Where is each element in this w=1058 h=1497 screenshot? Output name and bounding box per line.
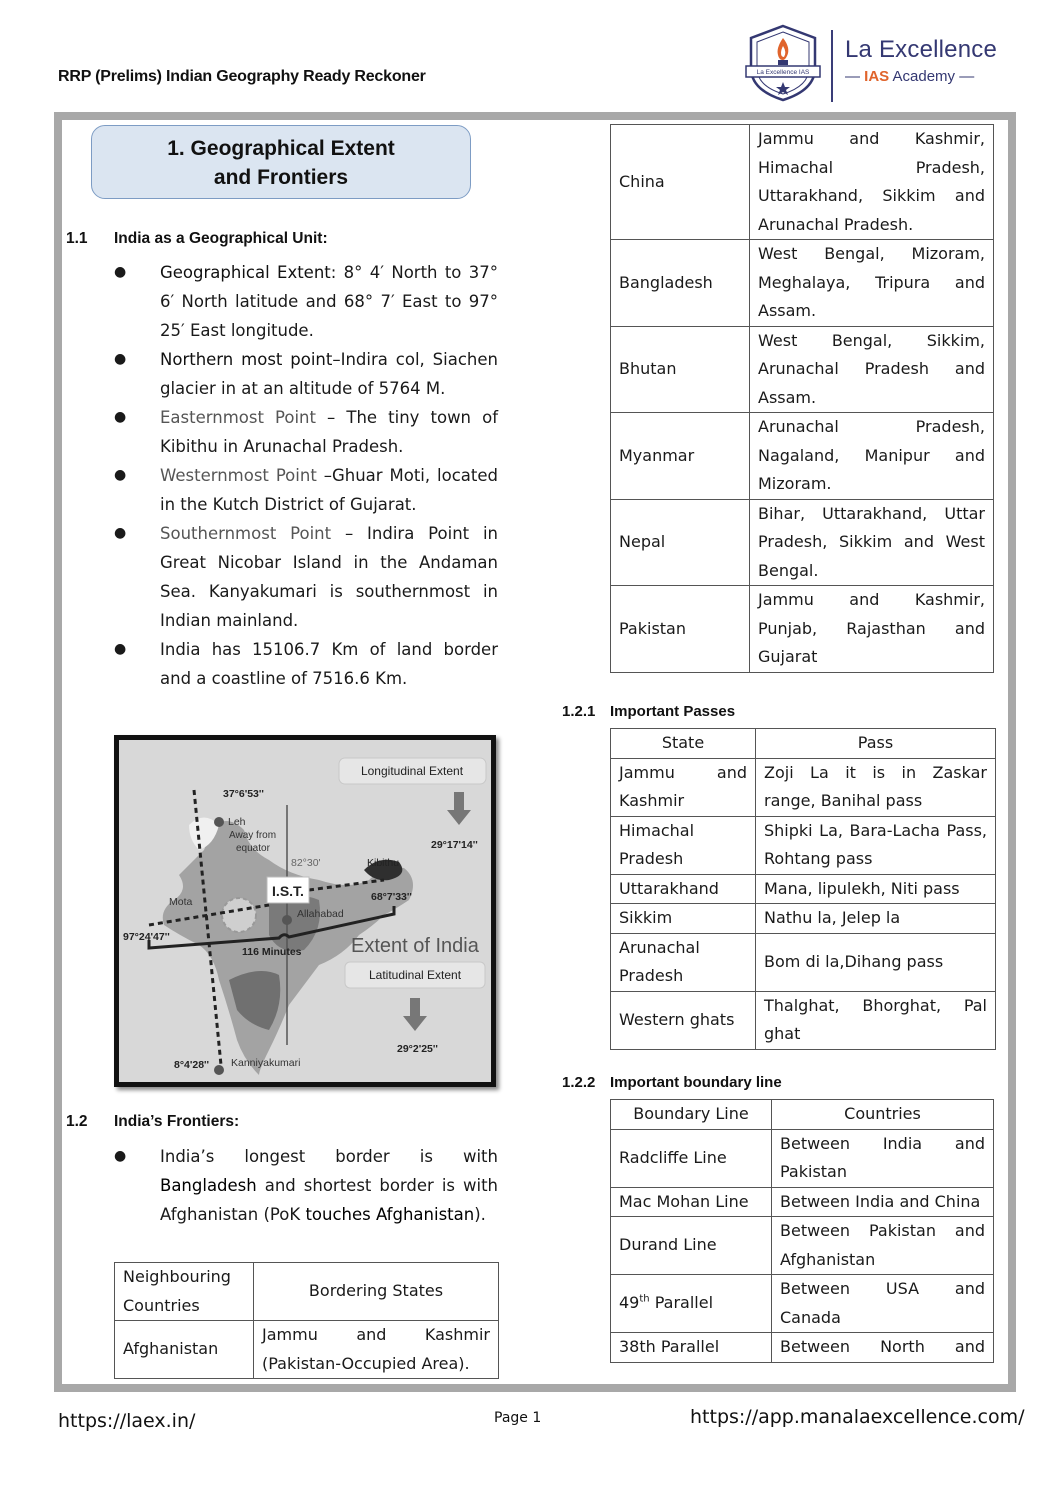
north-latitude-label: 37°6'53'' — [223, 788, 264, 800]
states-cell: Jammu and Kashmir, Himachal Pradesh, Uttarakhand, Sikkim and Arunachal Pradesh. — [750, 125, 994, 240]
table-row — [611, 874, 996, 904]
states-cell: Jammu and Kashmir, Punjab, Rajasthan and Gujarat — [750, 586, 994, 673]
country-cell: Nepal — [611, 499, 750, 586]
neighbouring-countries-table-part2 — [610, 124, 994, 673]
leh-note-2: equator — [236, 843, 270, 854]
table-header-row — [115, 1263, 499, 1321]
state-cell: Western ghats — [611, 991, 756, 1049]
section-title: Important Passes — [610, 703, 736, 720]
longitudinal-extent-value: 29°17'14'' — [431, 839, 478, 851]
states-cell: Arunachal Pradesh, Nagaland, Manipur and Mizoram. — [750, 413, 994, 500]
pass-cell: Shipki La, Bara-Lacha Pass, Rohtang pass — [756, 816, 996, 874]
list-item — [112, 345, 498, 403]
column-header: Pass — [756, 729, 996, 759]
list-item — [112, 461, 498, 519]
latitudinal-extent-value: 29°2'25'' — [397, 1043, 438, 1055]
bullet-text: – Indira Point in Great Nicobar Island in the Andaman Sea. Kanyakumari is southernmost in Indian mainland. — [160, 524, 498, 630]
section-heading-1-1 — [66, 230, 328, 248]
country-cell: Afghanistan — [115, 1321, 254, 1379]
longitudinal-extent-label: Longitudinal Extent — [360, 764, 464, 778]
frontiers-list — [112, 1142, 498, 1229]
document-title: RRP (Prelims) Indian Geography Ready Reckoner — [58, 68, 426, 85]
logo-dash: — — [845, 68, 865, 85]
section-heading-1-2 — [66, 1113, 239, 1131]
column-header: State — [611, 729, 756, 759]
map-graphic — [119, 740, 491, 1082]
bullet-icon: ● — [114, 1148, 127, 1164]
countries-cell: Between India and Pakistan — [772, 1129, 994, 1187]
bullet-emphasis: touches Afghanistan — [305, 1205, 475, 1224]
logo-divider — [831, 30, 833, 102]
country-cell: Myanmar — [611, 413, 750, 500]
bullet-label: Geographical Extent — [160, 263, 331, 282]
passes-table — [610, 728, 996, 1050]
boundary-line-cell: Durand Line — [611, 1217, 772, 1275]
pass-cell: Bom di la,Dihang pass — [756, 933, 996, 991]
list-item — [112, 519, 498, 635]
logo-subtitle — [845, 68, 974, 85]
table-row — [611, 1275, 994, 1333]
states-cell: West Bengal, Mizoram, Meghalaya, Tripura and Assam. — [750, 240, 994, 327]
list-item — [112, 1142, 498, 1229]
list-item — [112, 403, 498, 461]
table-row — [611, 933, 996, 991]
logo-ias: IAS — [864, 68, 890, 85]
bullet-text: : 8° 4′ North to 37° 6′ North latitude and 68° 7′ East to 97° 25′ East longitude. — [160, 263, 498, 340]
country-cell: China — [611, 125, 750, 240]
page-frame — [54, 112, 1016, 1392]
parallel-word: Parallel — [649, 1293, 714, 1313]
table-row — [115, 1321, 499, 1379]
india-extent-map — [114, 735, 496, 1087]
section-heading-1-2-2 — [562, 1074, 782, 1091]
neighbouring-countries-table-part1 — [114, 1262, 499, 1379]
table-row — [611, 758, 996, 816]
bullet-icon: ● — [114, 351, 127, 367]
allahabad-label: Allahabad — [297, 908, 344, 920]
states-cell: West Bengal, Sikkim, Arunachal Pradesh and Assam. — [750, 326, 994, 413]
list-item — [112, 258, 498, 345]
bullet-text: ). — [474, 1205, 486, 1224]
footer-left-link[interactable]: https://laex.in/ — [58, 1410, 196, 1432]
table-header-row — [611, 1100, 994, 1130]
west-longitude-label: 97°24'47'' — [123, 931, 170, 943]
chapter-title — [91, 125, 471, 199]
section-number: 1.2.2 — [562, 1074, 596, 1091]
bullet-icon: ● — [114, 264, 127, 280]
boundary-lines-table — [610, 1099, 994, 1363]
bullet-text: and shortest border is with Afghanistan (PoK — [160, 1176, 498, 1224]
table-row — [611, 1129, 994, 1187]
countries-cell: Between India and China — [772, 1187, 994, 1217]
kibithu-label: Kibithu — [367, 857, 400, 869]
state-cell: Jammu and Kashmir — [611, 758, 756, 816]
section-title: Important boundary line — [610, 1074, 782, 1091]
pass-cell: Thalghat, Bhorghat, Pal ghat — [756, 991, 996, 1049]
state-cell: Sikkim — [611, 904, 756, 934]
bullet-icon: ● — [114, 467, 127, 483]
country-cell: Bhutan — [611, 326, 750, 413]
section-number: 1.2.1 — [562, 703, 596, 720]
countries-cell: Between Pakistan and Afghanistan — [772, 1217, 994, 1275]
column-header: Bordering States — [254, 1263, 499, 1321]
time-difference-label: 116 Minutes — [242, 946, 302, 958]
section-number: 1.1 — [66, 230, 88, 247]
table-row — [611, 499, 994, 586]
countries-cell: Between USA and Canada — [772, 1275, 994, 1333]
bullet-label: Northern most point — [160, 350, 333, 369]
ist-label: I.S.T. — [272, 883, 304, 899]
section-heading-1-2-1 — [562, 703, 735, 720]
table-row — [611, 1333, 994, 1363]
leh-label: Leh — [228, 816, 246, 828]
logo-name: La Excellence — [845, 36, 998, 63]
table-row — [611, 991, 996, 1049]
boundary-line-cell: Mac Mohan Line — [611, 1187, 772, 1217]
boundary-line-cell — [611, 1275, 772, 1333]
list-item — [112, 635, 498, 693]
state-cell: Uttarakhand — [611, 874, 756, 904]
table-row — [611, 240, 994, 327]
table-row — [611, 904, 996, 934]
east-longitude-label: 68°7'33'' — [371, 891, 412, 903]
geographical-extent-list — [112, 258, 498, 693]
table-row — [611, 413, 994, 500]
bullet-icon: ● — [114, 525, 127, 541]
footer-right-link[interactable]: https://app.manalaexcellence.com/ — [690, 1406, 1025, 1428]
state-cell: Arunachal Pradesh — [611, 933, 756, 991]
table-row — [611, 586, 994, 673]
shield-torch-icon — [745, 24, 821, 102]
mota-label: Mota — [169, 896, 193, 908]
extent-of-india-title: Extent of India — [351, 935, 479, 957]
south-latitude-label: 8°4'28'' — [174, 1059, 210, 1071]
table-row — [611, 1217, 994, 1275]
column-header: Boundary Line — [611, 1100, 772, 1130]
table-row — [611, 125, 994, 240]
chapter-title-line1: 1. Geographical Extent — [167, 137, 395, 160]
country-cell: Bangladesh — [611, 240, 750, 327]
bullet-icon: ● — [114, 409, 127, 425]
bullet-emphasis: Bangladesh — [160, 1176, 257, 1195]
ist-meridian-label: 82°30' — [291, 857, 321, 869]
page-number: Page 1 — [494, 1410, 542, 1426]
academy-logo — [745, 24, 1005, 102]
section-title: India as a Geographical Unit: — [114, 230, 328, 247]
bullet-label: Easternmost Point — [160, 408, 316, 427]
section-number: 1.2 — [66, 1113, 88, 1130]
bullet-text: –Ghuar Moti, located in the Kutch District of Gujarat. — [160, 466, 498, 514]
bullet-label: Southernmost Point — [160, 524, 332, 543]
country-cell: Pakistan — [611, 586, 750, 673]
pass-cell: Zoji La it is in Zaskar range, Banihal pass — [756, 758, 996, 816]
table-row — [611, 326, 994, 413]
bullet-text: India’s longest border is with — [160, 1147, 498, 1166]
state-cell: Himachal Pradesh — [611, 816, 756, 874]
parallel-number: 49 — [619, 1293, 640, 1313]
section-title: India’s Frontiers: — [114, 1113, 240, 1130]
logo-academy: Academy — — [889, 68, 975, 85]
pass-cell: Nathu la, Jelep la — [756, 904, 996, 934]
states-cell: Bihar, Uttarakhand, Uttar Pradesh, Sikkim and West Bengal. — [750, 499, 994, 586]
table-row — [611, 816, 996, 874]
bullet-text: –Indira col, Siachen glacier in at an altitude of 5764 M. — [160, 350, 498, 398]
bullet-text: India has 15106.7 Km of land border and a coastline of 7516.6 Km. — [160, 640, 498, 688]
logo-badge-text: La Excellence IAS — [756, 69, 810, 76]
kanniyakumari-label: Kanniyakumari — [231, 1057, 301, 1069]
latitudinal-extent-label: Latitudinal Extent — [368, 968, 462, 982]
table-row — [611, 1187, 994, 1217]
bullet-label: Westernmost Point — [160, 466, 317, 485]
bullet-text: – The tiny town of Kibithu in Arunachal Pradesh. — [160, 408, 498, 456]
countries-cell: Between North and — [772, 1333, 994, 1363]
table-header-row — [611, 729, 996, 759]
ordinal-suffix: th — [639, 1293, 650, 1305]
boundary-line-cell: Radcliffe Line — [611, 1129, 772, 1187]
states-cell: Jammu and Kashmir (Pakistan-Occupied Area). — [254, 1321, 499, 1379]
bullet-icon: ● — [114, 641, 127, 657]
column-header: Neighbouring Countries — [115, 1263, 254, 1321]
pass-cell: Mana, lipulekh, Niti pass — [756, 874, 996, 904]
chapter-title-line2: and Frontiers — [213, 166, 349, 189]
column-header: Countries — [772, 1100, 994, 1130]
boundary-line-cell: 38th Parallel — [611, 1333, 772, 1363]
leh-note-1: Away from — [229, 830, 277, 841]
